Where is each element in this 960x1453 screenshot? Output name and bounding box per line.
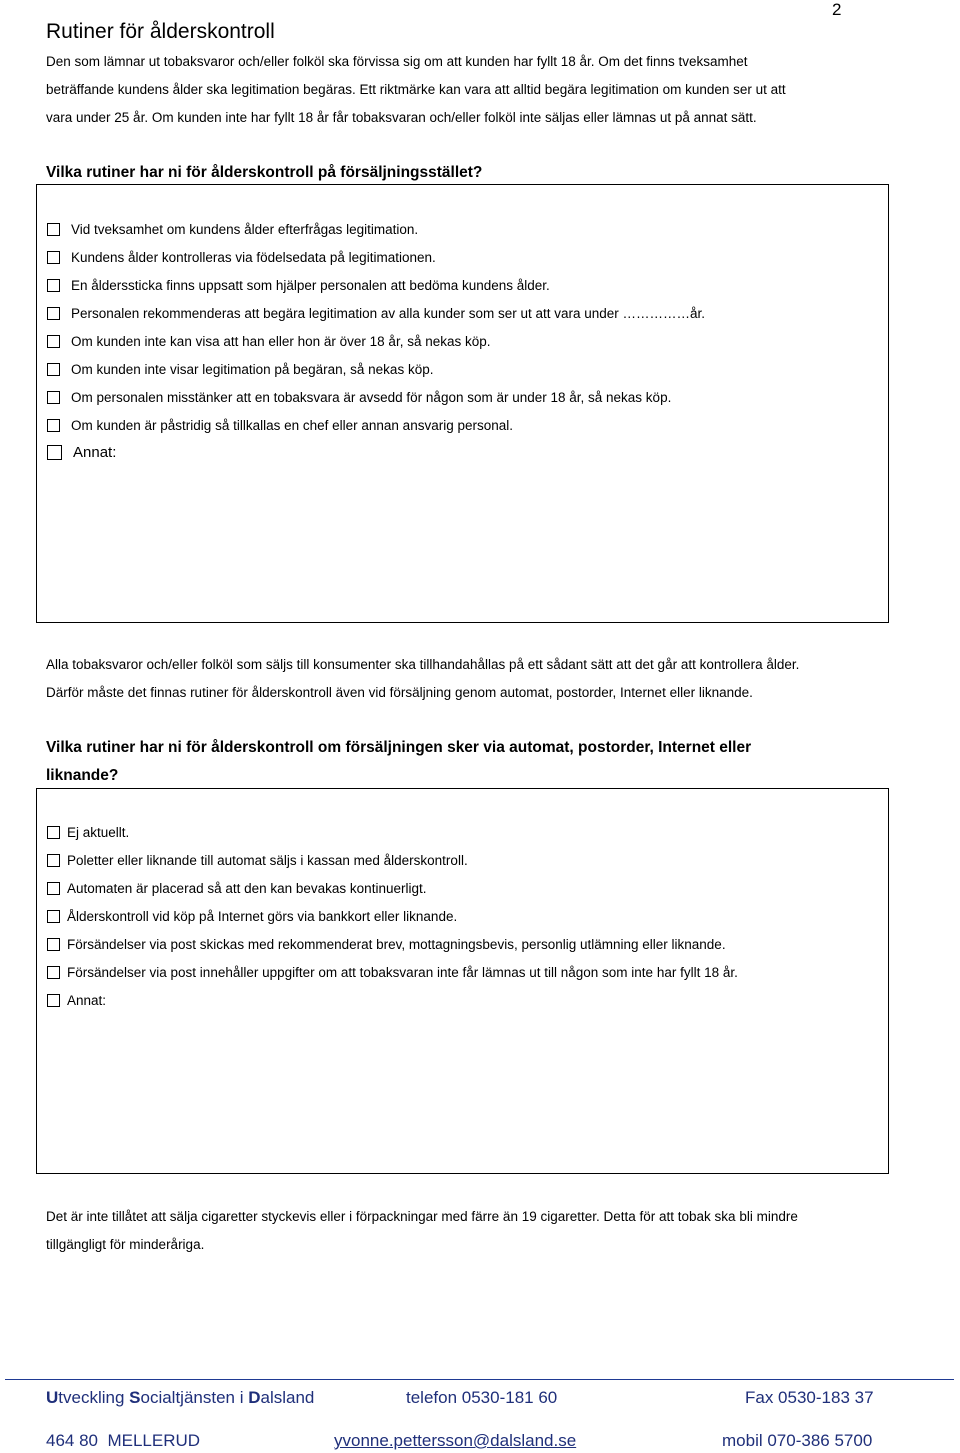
intro-line-2: beträffande kundens ålder ska legitimation begäras. Ett riktmärke kan vara att alltid begära legitimation om kunden ser ut att xyxy=(46,82,786,97)
option-label: Om personalen misstänker att en tobaksvara är avsedd för någon som är under 18 år, så nekas köp. xyxy=(71,390,672,405)
checkbox[interactable] xyxy=(47,938,60,951)
document-title: Rutiner för ålderskontroll xyxy=(46,20,275,43)
footer-rule xyxy=(5,1379,954,1380)
section1-option[interactable] xyxy=(47,222,418,237)
option-label: Annat: xyxy=(73,444,117,461)
option-label: Försändelser via post skickas med rekommenderat brev, mottagningsbevis, personlig utlämning eller liknande. xyxy=(67,937,726,952)
checkbox[interactable] xyxy=(47,910,60,923)
section2-option[interactable] xyxy=(47,825,129,840)
section2-option[interactable] xyxy=(47,965,738,980)
section2-answer-box[interactable] xyxy=(36,788,889,1174)
middle-text-line-1: Alla tobaksvaror och/eller folköl som säljs till konsumenter ska tillhandahållas på ett sådant sätt att det går att kontrollera ålder. xyxy=(46,657,800,672)
option-label: Annat: xyxy=(67,993,107,1008)
org-initial: S xyxy=(129,1388,141,1407)
option-label: En ålderssticka finns uppsatt som hjälper personalen att bedöma kundens ålder. xyxy=(71,278,550,293)
section2-question-line-2: liknande? xyxy=(46,767,119,784)
section2-option[interactable] xyxy=(47,881,426,896)
section1-option[interactable] xyxy=(47,278,550,293)
section1-option[interactable] xyxy=(47,306,705,321)
checkbox[interactable] xyxy=(47,391,60,404)
checkbox[interactable] xyxy=(47,966,60,979)
checkbox[interactable] xyxy=(47,826,60,839)
option-label: Ej aktuellt. xyxy=(67,825,130,840)
section1-question: Vilka rutiner har ni för ålderskontroll på försäljningsstället? xyxy=(46,164,483,181)
footer-fax: Fax 0530-183 37 xyxy=(745,1388,874,1407)
option-label: Personalen rekommenderas att begära legitimation av alla kunder som ser ut att vara under ……………år. xyxy=(71,306,706,321)
page-number: 2 xyxy=(832,0,842,19)
checkbox[interactable] xyxy=(47,307,60,320)
middle-text-line-2: Därför måste det finnas rutiner för ålderskontroll även vid försäljning genom automat, postorder, Internet eller liknande. xyxy=(46,685,753,700)
section1-option[interactable] xyxy=(47,418,513,433)
section2-option[interactable] xyxy=(47,937,726,952)
section2-option-other[interactable] xyxy=(47,993,106,1008)
option-label: Om kunden inte kan visa att han eller hon är över 18 år, så nekas köp. xyxy=(71,334,491,349)
org-initial: U xyxy=(46,1388,59,1407)
checkbox[interactable] xyxy=(47,882,60,895)
closing-line-1: Det är inte tillåtet att sälja cigaretter styckevis eller i förpackningar med färre än 19 cigaretter. Detta för att tobak ska bli mindre xyxy=(46,1209,798,1224)
section2-question-line-1: Vilka rutiner har ni för ålderskontroll om försäljningen sker via automat, postorder, Internet eller xyxy=(46,739,752,756)
footer-mobile: mobil 070-386 5700 xyxy=(722,1431,873,1450)
footer-organization xyxy=(46,1388,314,1408)
intro-line-3: vara under 25 år. Om kunden inte har fyllt 18 år får tobaksvaran och/eller folköl inte säljas eller lämnas ut på annat sätt. xyxy=(46,110,757,125)
section1-option[interactable] xyxy=(47,362,433,377)
org-text: alsland xyxy=(260,1388,315,1407)
section1-option[interactable] xyxy=(47,250,436,265)
checkbox[interactable] xyxy=(47,335,60,348)
checkbox[interactable] xyxy=(47,994,60,1007)
section2-option[interactable] xyxy=(47,909,457,924)
org-initial: D xyxy=(248,1388,261,1407)
section1-option-other[interactable] xyxy=(47,444,116,461)
footer-email-link[interactable]: yvonne.pettersson@dalsland.se xyxy=(334,1431,577,1450)
section1-option[interactable] xyxy=(47,334,491,349)
checkbox[interactable] xyxy=(47,223,60,236)
section2-option[interactable] xyxy=(47,853,468,868)
option-label: Poletter eller liknande till automat säljs i kassan med ålderskontroll. xyxy=(67,853,468,868)
closing-line-2: tillgängligt för minderåriga. xyxy=(46,1237,205,1252)
checkbox[interactable] xyxy=(47,854,60,867)
option-label: Ålderskontroll vid köp på Internet görs via bankkort eller liknande. xyxy=(67,909,458,924)
option-label: Om kunden är påstridig så tillkallas en chef eller annan ansvarig personal. xyxy=(71,418,513,433)
section1-option[interactable] xyxy=(47,390,671,405)
intro-line-1: Den som lämnar ut tobaksvaror och/eller folköl ska förvissa sig om att kunden har fyllt 18 år. Om det finns tveksamhet xyxy=(46,54,748,69)
checkbox[interactable] xyxy=(47,419,60,432)
org-text: ocialtjänsten i xyxy=(140,1388,249,1407)
checkbox[interactable] xyxy=(47,279,60,292)
checkbox[interactable] xyxy=(47,251,60,264)
checkbox[interactable] xyxy=(47,363,60,376)
option-label: Om kunden inte visar legitimation på begäran, så nekas köp. xyxy=(71,362,434,377)
footer-phone: telefon 0530-181 60 xyxy=(406,1388,558,1407)
section1-answer-box[interactable] xyxy=(36,184,889,623)
option-label: Kundens ålder kontrolleras via födelsedata på legitimationen. xyxy=(71,250,436,265)
checkbox[interactable] xyxy=(47,445,62,460)
option-label: Vid tveksamhet om kundens ålder efterfrågas legitimation. xyxy=(71,222,419,237)
option-label: Försändelser via post innehåller uppgifter om att tobaksvaran inte får lämnas ut till någon som inte har fyllt 18 år. xyxy=(67,965,738,980)
footer-address: 464 80 MELLERUD xyxy=(46,1431,201,1450)
option-label: Automaten är placerad så att den kan bevakas kontinuerligt. xyxy=(67,881,427,896)
org-text: tveckling xyxy=(58,1388,130,1407)
